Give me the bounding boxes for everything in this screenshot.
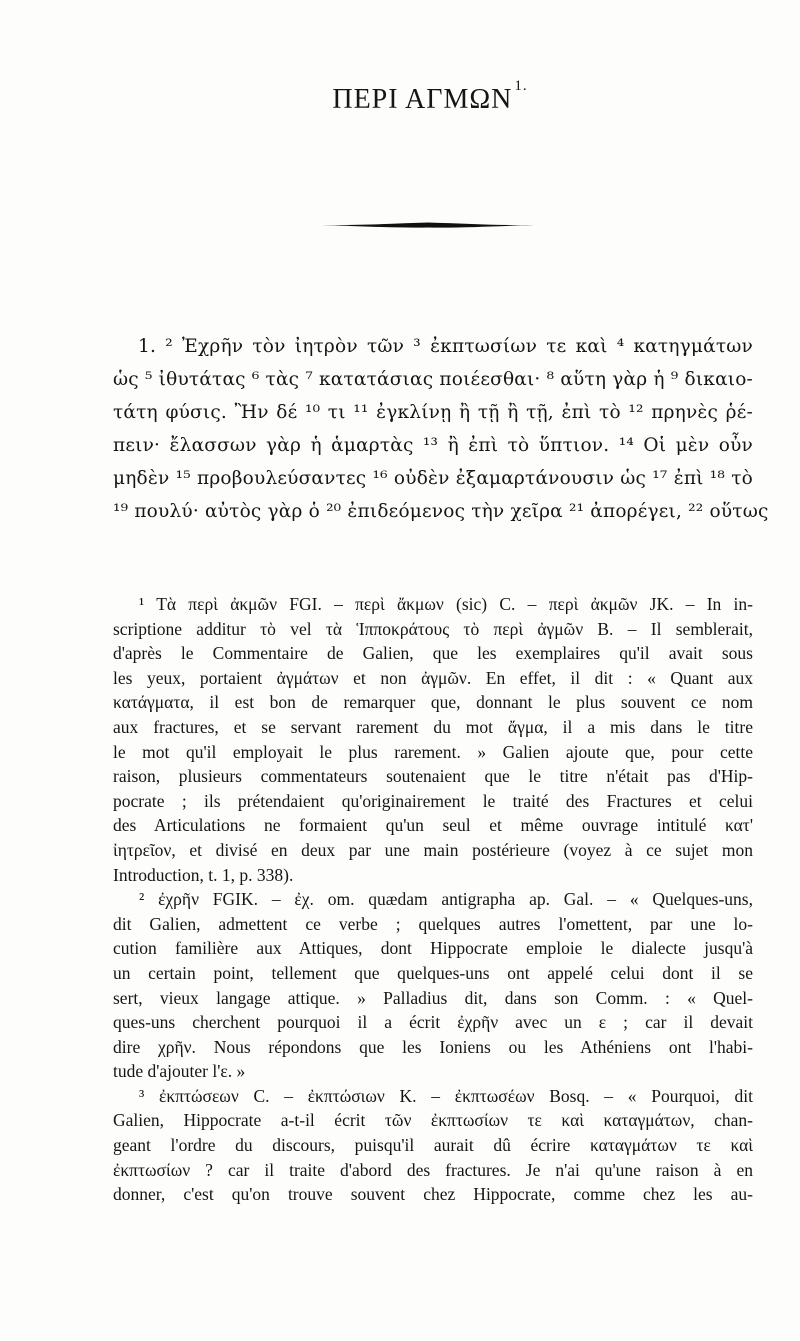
- note-line: les yeux, portaient ἀγμάτων et non ἀγμῶν. En effet, il dit : « Quant aux: [113, 667, 753, 688]
- note-line: d'après le Commentaire de Galien, que les exemplaires qu'il avait sous: [113, 643, 753, 664]
- text-line: ¹⁹ πουλύ· αὐτὸς γὰρ ὁ ²⁰ ἐπιδεόμενος τὴν χεῖρα ²¹ ἀπορέγει, ²² οὕτως: [113, 501, 769, 522]
- main-greek-text: [113, 330, 769, 528]
- note-line: ² ἐχρῆν FGIK. – ἐχ. om. quædam antigrapha ap. Gal. – « Quelques-uns,: [139, 889, 753, 910]
- note-line: ques-uns cherchent pourquoi il a écrit ἐχρῆν avec un ε ; car il devait: [113, 1012, 753, 1033]
- note-line: ³ ἐκπτώσεων C. – ἐκπτώσιων K. – ἐκπτωσέων Bosq. – « Pourquoi, dit: [139, 1085, 753, 1106]
- title-footnote-ref: 1.: [514, 77, 528, 94]
- footnote-1: [113, 592, 753, 887]
- note-line: cution familière aux Attiques, dont Hippocrate emploie le dialecte jusqu'à: [113, 938, 753, 959]
- text-line: πειν· ἔλασσων γὰρ ἡ ἁμαρτὰς ¹³ ἢ ἐπὶ τὸ ὕπτιον. ¹⁴ Οἱ μὲν οὖν: [113, 435, 753, 456]
- note-line: dire χρῆν. Nous répondons que les Ioniens ou les Athéniens ont l'habi-: [113, 1036, 753, 1057]
- text-line: μηδὲν ¹⁵ προβουλεύσαντες ¹⁶ οὐδὲν ἐξαμαρτάνουσιν ὡς ¹⁷ ἐπὶ ¹⁸ τὸ: [113, 468, 753, 489]
- note-line: tude d'ajouter l'ε. »: [113, 1061, 246, 1082]
- note-line: geant l'ordre du discours, puisqu'il aurait dû écrire καταγμάτων τε καὶ: [113, 1135, 753, 1156]
- text-line: 1. ² Ἐχρῆν τὸν ἰητρὸν τῶν ³ ἐκπτωσίων τε καὶ ⁴ κατηγμάτων: [138, 336, 753, 357]
- note-line: Introduction, t. 1, p. 338).: [113, 864, 294, 885]
- note-line: κατάγματα, il est bon de remarquer que, donnant le plus souvent ce nom: [113, 692, 753, 713]
- note-line: ¹ Τὰ περὶ ἀκμῶν FGI. – περὶ ἄκμων (sic) C. – περὶ ἀκμῶν JK. – In in-: [139, 594, 753, 614]
- text-line: τάτη φύσις. Ἢν δέ ¹⁰ τι ¹¹ ἐγκλίνῃ ἢ τῇ ἢ τῇ, ἐπὶ τὸ ¹² πρηνὲς ῥέ-: [113, 402, 753, 423]
- title-text: ΠΕΡΙ ΑΓΜΩΝ: [332, 84, 513, 115]
- text-line: ὡς ⁵ ἰθυτάτας ⁶ τὰς ⁷ κατατάσιας ποιέεσθαι· ⁸ αὕτη γὰρ ἡ ⁹ δικαιο-: [113, 369, 753, 390]
- note-line: Galien, Hippocrate a-t-il écrit τῶν ἐκπτωσίων τε καὶ καταγμάτων, chan-: [113, 1110, 753, 1131]
- footnote-3: [113, 1084, 753, 1207]
- note-line: raison, plusieurs commentateurs soutenaient que le titre n'était pas d'Hip-: [113, 766, 753, 787]
- footnote-2: [113, 887, 753, 1084]
- page-title: [0, 77, 800, 116]
- footnotes: [113, 592, 753, 1207]
- note-line: aux fractures, et se servant rarement du mot ἄγμα, il a mis dans le titre: [113, 716, 753, 737]
- note-line: ἐκπτωσίων ? car il traite d'abord des fractures. Je n'ai qu'une raison à en: [113, 1159, 753, 1180]
- note-line: des Articulations ne formaient qu'un seul et même ouvrage intitulé κατ': [113, 815, 753, 836]
- note-line: un certain point, tellement que quelques-uns ont appelé celui dont il se: [113, 962, 753, 983]
- note-line: pocrate ; ils prétendaient qu'originairement le traité des Fractures et celui: [113, 790, 753, 811]
- note-line: donner, c'est qu'on trouve souvent chez Hippocrate, comme chez les au-: [113, 1184, 753, 1205]
- note-line: scriptione additur τὸ vel τὰ Ἱπποκράτους τὸ περὶ ἀγμῶν B. – Il semblerait,: [113, 618, 753, 639]
- note-line: sert, vieux langage attique. » Palladius dit, dans son Comm. : « Quel-: [113, 987, 753, 1008]
- note-line: dit Galien, admettent ce verbe ; quelques autres l'omettent, par une lo-: [113, 913, 753, 934]
- note-line: ἰητρεῖον, et divisé en deux par une main postérieure (voyez à ce sujet mon: [113, 839, 753, 860]
- ornamental-rule: [322, 220, 534, 230]
- note-line: le mot qu'il employait le plus rarement. » Galien ajoute que, pour cette: [113, 741, 753, 762]
